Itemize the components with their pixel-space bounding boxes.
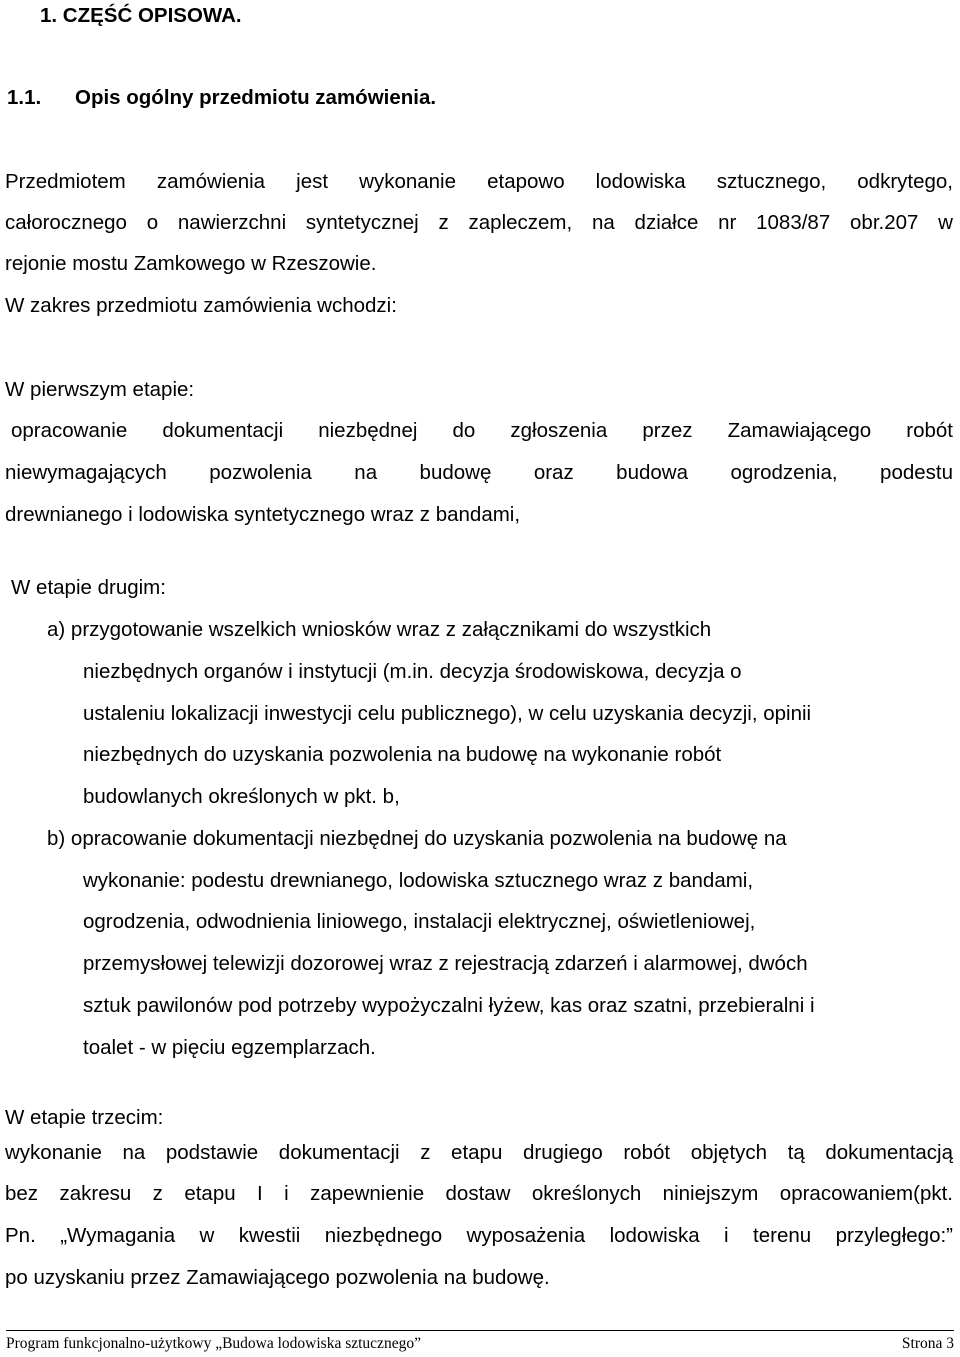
stage3-line: po uzyskaniu przez Zamawiającego pozwolenia na budowę.: [5, 1266, 550, 1289]
stage2-item-a-line: a) przygotowanie wszelkich wniosków wraz z załącznikami do wszystkich: [47, 618, 712, 641]
stage2-item-b-line: przemysłowej telewizji dozorowej wraz z rejestracją zdarzeń i alarmowej, dwóch: [83, 952, 808, 975]
stage2-title: W etapie drugim:: [11, 576, 166, 599]
stage2-item-b-line: ogrodzenia, odwodnienia liniowego, instalacji elektrycznej, oświetleniowej,: [83, 910, 756, 933]
stage2-item-b-line: wykonanie: podestu drewnianego, lodowiska sztucznego wraz z bandami,: [83, 869, 754, 892]
stage2-item-a-line: ustaleniu lokalizacji inwestycji celu publicznego), w celu uzyskania decyzji, opinii: [83, 702, 812, 725]
stage2-item-a-line: budowlanych określonych w pkt. b,: [83, 785, 400, 808]
stage1-line: opracowanie dokumentacji niezbędnej do zgłoszenia przez Zamawiającego robót: [11, 419, 953, 442]
page-footer: [6, 1330, 954, 1352]
stage3-line: bez zakresu z etapu I i zapewnienie dostaw określonych niniejszym opracowaniem(pkt.: [5, 1182, 953, 1205]
stage3-line: Pn. „Wymagania w kwestii niezbędnego wyposażenia lodowiska i terenu przyległego:”: [5, 1224, 953, 1247]
stage2-item-b-line: toalet - w pięciu egzemplarzach.: [83, 1036, 376, 1059]
stage2-item-a-line: niezbędnych do uzyskania pozwolenia na budowę na wykonanie robót: [83, 743, 722, 766]
intro-line: rejonie mostu Zamkowego w Rzeszowie.: [5, 252, 377, 275]
intro-line: całorocznego o nawierzchni syntetycznej z zapleczem, na działce nr 1083/87 obr.207 w: [5, 211, 953, 234]
page-number: Strona 3: [901, 1335, 954, 1352]
subsection-title: Opis ogólny przedmiotu zamówienia.: [75, 86, 437, 109]
stage2-item-b-line: sztuk pawilonów pod potrzeby wypożyczalni łyżew, kas oraz szatni, przebieralni i: [83, 994, 815, 1017]
stage1-line: drewnianego i lodowiska syntetycznego wraz z bandami,: [5, 503, 521, 526]
section-heading: 1. CZĘŚĆ OPISOWA.: [40, 4, 242, 27]
stage3-title: W etapie trzecim:: [5, 1106, 164, 1129]
stage1-title: W pierwszym etapie:: [5, 378, 195, 401]
footer-document-title: Program funkcjonalno-użytkowy „Budowa lodowiska sztucznego”: [6, 1335, 421, 1352]
stage1-line: niewymagających pozwolenia na budowę oraz budowa ogrodzenia, podestu: [5, 461, 953, 484]
stage3-line: wykonanie na podstawie dokumentacji z etapu drugiego robót objętych tą dokumentacją: [5, 1141, 953, 1164]
scope-intro: W zakres przedmiotu zamówienia wchodzi:: [5, 294, 397, 317]
intro-line: Przedmiotem zamówienia jest wykonanie etapowo lodowiska sztucznego, odkrytego,: [5, 170, 953, 193]
stage2-item-a-line: niezbędnych organów i instytucji (m.in. decyzja środowiskowa, decyzja o: [83, 660, 742, 683]
stage2-item-b-line: b) opracowanie dokumentacji niezbędnej do uzyskania pozwolenia na budowę na: [47, 827, 787, 850]
subsection-number: 1.1.: [7, 86, 42, 109]
